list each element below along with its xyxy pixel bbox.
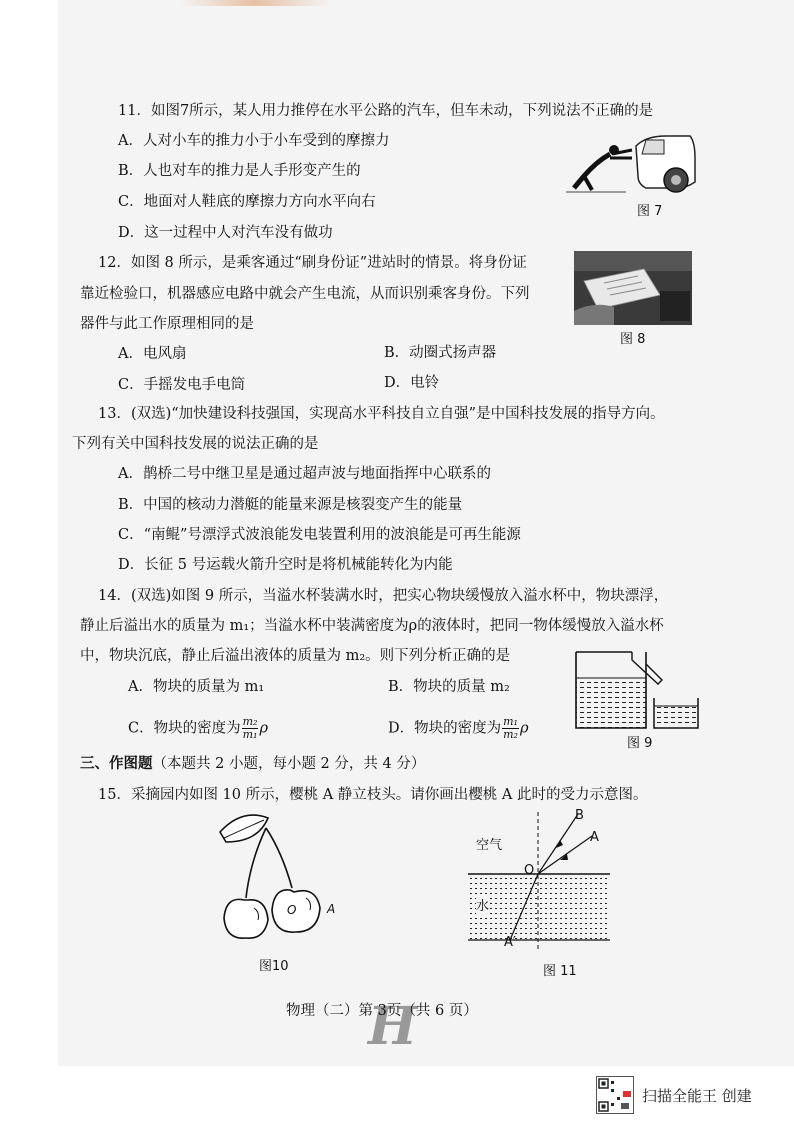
q14-option-c — [128, 716, 268, 741]
q14-option-d-denominator: m₂ — [503, 728, 518, 741]
q14-stem-line3: 中，物块沉底，静止后溢出液体的质量为 m₂。则下列分析正确的是 — [80, 648, 511, 664]
q14-option-d-fraction — [502, 716, 519, 741]
camscanner-logo-icon — [596, 1076, 634, 1114]
q14-option-d-prefix: D．物块的密度为 — [388, 720, 502, 737]
figure-10-point-a: A — [327, 902, 336, 916]
figure-10-point-o: O — [287, 903, 297, 917]
q13-stem-line2: 下列有关中国科技发展的说法正确的是 — [72, 436, 319, 452]
q11-option-c: C．地面对人鞋底的摩擦力方向水平向右 — [118, 194, 376, 210]
q12-option-b: B．动圈式扬声器 — [384, 345, 497, 361]
figure-11-point-o: O — [524, 863, 535, 878]
q14-option-d-numerator: m₁ — [503, 715, 518, 728]
section-3-note: （本题共 2 小题，每小题 2 分，共 4 分） — [152, 756, 426, 772]
q11-option-a: A．人对小车的推力小于小车受到的摩擦力 — [118, 133, 390, 149]
figure-9-overflow-cup — [566, 650, 702, 732]
section-3-title: 三、作图题 — [80, 755, 153, 772]
figure-11-point-b: B — [575, 808, 584, 823]
q13-option-d: D．长征 5 号运载火箭升空时是将机械能转化为内能 — [118, 557, 453, 573]
q13-stem-line1: 13．(双选)“加快建设科技强国，实现高水平科技自立自强”是中国科技发展的指导方向。 — [98, 406, 665, 422]
q14-stem-line1: 14．(双选)如图 9 所示，当溢水杯装满水时，把实心物块缓慢放入溢水杯中，物块漂浮， — [98, 588, 669, 604]
q14-option-c-rho: ρ — [259, 720, 268, 737]
figure-11-point-a-prime: A′ — [504, 935, 516, 950]
q14-option-c-fraction — [242, 716, 259, 741]
q14-option-c-denominator: m₁ — [242, 728, 258, 741]
camscanner-badge — [596, 1076, 752, 1114]
qr-code-icon — [597, 1077, 633, 1113]
q14-option-d — [388, 716, 529, 741]
figure-11-refraction — [464, 806, 614, 956]
q14-option-d-rho: ρ — [519, 720, 529, 737]
section-3-heading — [80, 754, 425, 774]
q14-option-a: A．物块的质量为 m₁ — [128, 679, 265, 695]
scan-edge-mark — [180, 0, 330, 6]
camscanner-text: 扫描全能王 创建 — [642, 1086, 752, 1105]
watermark-h: H — [368, 996, 418, 1057]
q14-option-c-prefix: C．物块的密度为 — [128, 720, 241, 737]
q12-option-c: C．手摇发电手电筒 — [118, 377, 246, 393]
q11-stem: 11．如图7所示，某人用力推停在水平公路的汽车，但车未动，下列说法不正确的是 — [118, 103, 654, 119]
q12-option-a: A．电风扇 — [118, 346, 187, 362]
figure-8-id-card-photo — [574, 251, 692, 325]
q12-stem-line3: 器件与此工作原理相同的是 — [80, 316, 254, 332]
q14-stem-line2: 静止后溢出水的质量为 m₁；当溢水杯中装满密度为ρ的液体时，把同一物体缓慢放入溢水杯 — [80, 618, 664, 634]
figure-10-cherries — [212, 812, 352, 948]
figure-11-water-label: 水 — [476, 895, 489, 914]
figure-11-air-label: 空气 — [476, 838, 503, 853]
figure-7-push-car — [566, 132, 696, 198]
q13-option-c: C．“南鲲”号漂浮式波浪能发电装置利用的波浪能是可再生能源 — [118, 527, 521, 543]
q11-option-b: B．人也对车的推力是人手形变产生的 — [118, 163, 361, 179]
q14-option-c-numerator: m₂ — [242, 715, 258, 728]
figure-7-label: 图 7 — [637, 204, 663, 219]
page-footer: 物理（二）第 3页（共 6 页） — [286, 1003, 478, 1019]
figure-9-label: 图 9 — [627, 736, 653, 751]
q11-option-d: D．这一过程中人对汽车没有做功 — [118, 225, 333, 241]
q13-option-a: A．鹊桥二号中继卫星是通过超声波与地面指挥中心联系的 — [118, 466, 491, 482]
q13-option-b: B．中国的核动力潜艇的能量来源是核裂变产生的能量 — [118, 497, 463, 513]
figure-8-label: 图 8 — [620, 332, 646, 347]
q12-stem-line2: 靠近检验口，机器感应电路中就会产生电流，从而识别乘客身份。下列 — [80, 286, 530, 302]
q15-stem: 15．采摘园内如图 10 所示，樱桃 A 静立枝头。请你画出樱桃 A 此时的受力示意图。 — [98, 787, 648, 803]
figure-11-point-a: A — [590, 830, 599, 845]
q12-stem-line1: 12．如图 8 所示，是乘客通过“刷身份证”进站时的情景。将身份证 — [98, 255, 527, 271]
q14-option-b: B．物块的质量 m₂ — [388, 679, 510, 695]
q12-option-d: D．电铃 — [384, 375, 440, 391]
figure-10-label: 图10 — [259, 959, 289, 974]
figure-11-label: 图 11 — [543, 964, 577, 979]
